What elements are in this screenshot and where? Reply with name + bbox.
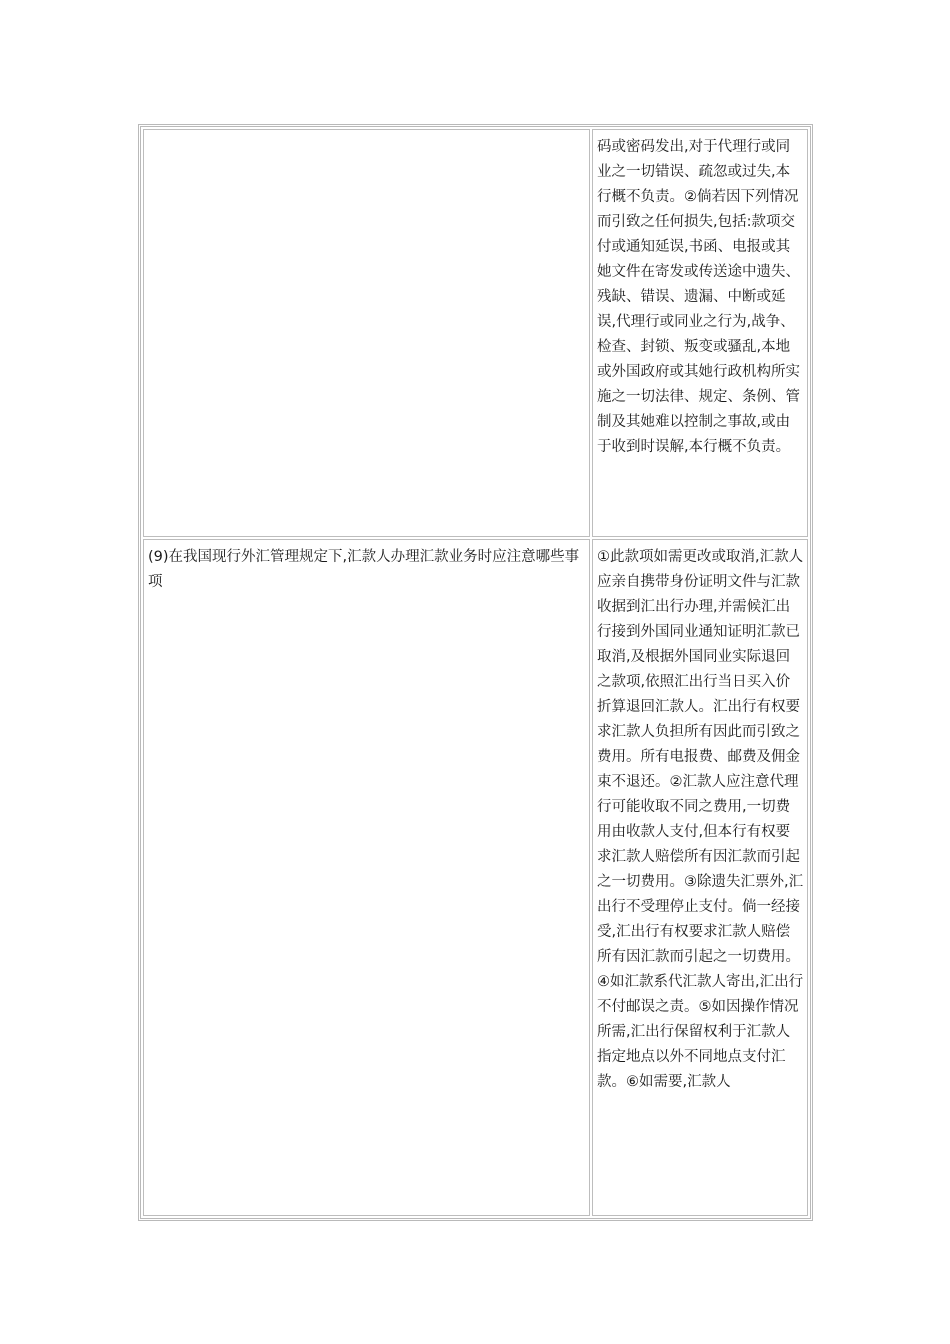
table-row [143, 539, 808, 1216]
answer-cell: ①此款项如需更改或取消,汇款人应亲自携带身份证明文件与汇款收据到汇出行办理,并需候汇出行接到外国同业通知证明汇款已取消,及根据外国同业实际退回之款项,依照汇出行当日买入价折算退回汇款人。汇出行有权要求汇款人负担所有因此而引致之费用。所有电报费、邮费及佣金束不退还。②汇款人应注意代理行可能收取不同之费用,一切费用由收款人支付,但本行有权要求汇款人赔偿所有因汇款而引起之一切费用。③除遗失汇票外,汇出行不受理停止支付。倘一经接受,汇出行有权要求汇款人赔偿所有因汇款而引起之一切费用。④如汇款系代汇款人寄出,汇出行不付邮误之责。⑤如因操作情况所需,汇出行保留权利于汇款人指定地点以外不同地点支付汇款。⑥如需要,汇款人 [592, 539, 808, 1216]
question-cell: (9)在我国现行外汇管理规定下,汇款人办理汇款业务时应注意哪些事项 [143, 539, 590, 1216]
question-cell [143, 129, 590, 537]
answer-cell: 码或密码发出,对于代理行或同业之一切错误、疏忽或过失,本行概不负责。②倘若因下列情况而引致之任何损失,包括:款项交付或通知延误,书函、电报或其她文件在寄发或传送途中遗失、残缺、错误、遗漏、中断或延误,代理行或同业之行为,战争、检查、封锁、叛变或骚乱,本地或外国政府或其她行政机构所实施之一切法律、规定、条例、管制及其她难以控制之事故,或由于收到时误解,本行概不负责。 [592, 129, 808, 537]
qa-table [138, 124, 813, 1221]
table-row [143, 129, 808, 537]
